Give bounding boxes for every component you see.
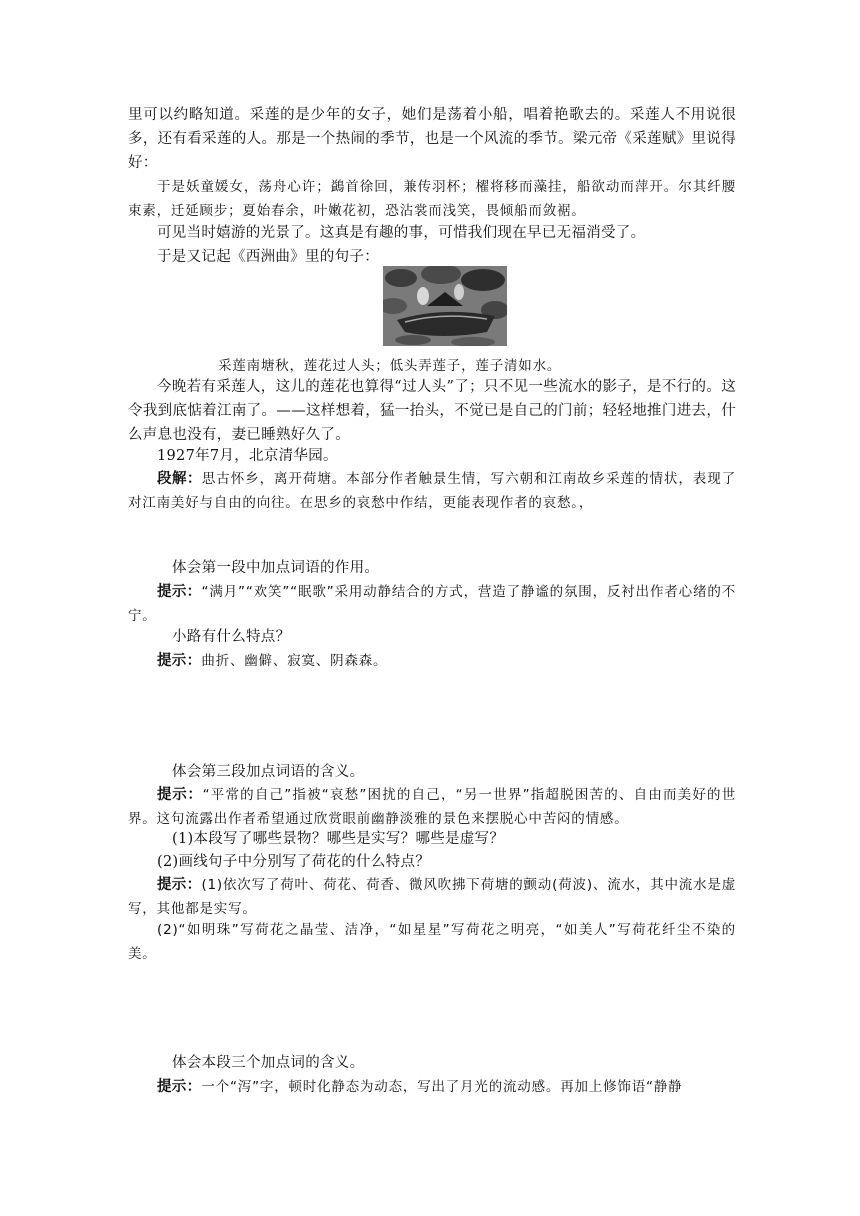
tishi-label: 提示： <box>157 876 202 893</box>
duanjie-label: 段解： <box>157 470 202 487</box>
duanjie-text: 思古怀乡，离开荷塘。本部分作者触景生情，写六朝和江南故乡采莲的情状，表现了对江南美好与自由的向往。在思乡的哀愁中作结，更能表现作者的哀愁。， <box>128 471 736 511</box>
question-3: 体会第三段加点词语的含义。 <box>172 764 365 780</box>
tishi-label: 提示： <box>157 1078 202 1095</box>
answer-3 <box>128 783 736 831</box>
paragraph-xizhouqu-intro: 于是又记起《西洲曲》里的句子： <box>157 249 379 265</box>
answer-3-text: “平常的自己”指被“哀愁”困扰的自己，“另一世界”指超脱困苦的、自由而美好的世界。这句流露出作者希望通过欣赏眼前幽静淡雅的景色来摆脱心中苦闷的情感。 <box>128 787 736 827</box>
question-5: 体会本段三个加点词的含义。 <box>172 1055 365 1071</box>
question-2: 小路有什么特点？ <box>172 629 291 645</box>
answer-5-text: 一个“泻”字，顿时化静态为动态，写出了月光的流动感。再加上修饰语“静静 <box>201 1079 683 1095</box>
answer-2-text: 曲折、幽僻、寂寞、阴森森。 <box>201 653 388 669</box>
paragraph-duanjie <box>128 467 736 515</box>
tishi-label: 提示： <box>157 786 203 803</box>
paragraph-caolian-fu-quote: 于是妖童媛女，荡舟心许；鷁首徐回，兼传羽杯；櫂将移而藻挂，船欲动而萍开。尔其纤腰束素，迁延顾步；夏始春余，叶嫩花初，恐沾裳而浅笑，畏倾船而敛裾。 <box>128 179 736 219</box>
answer-5 <box>128 1075 736 1099</box>
question-4-part-1: (1)本段写了哪些景物？哪些是实写？哪些是虚写？ <box>172 831 505 847</box>
answer-4-part-1 <box>128 873 736 921</box>
paragraph-youxi: 可见当时嬉游的光景了。这真是有趣的事，可惜我们现在早已无福消受了。 <box>157 225 646 241</box>
date-place-line: 1927年7月，北京清华园。 <box>157 448 338 464</box>
poem-xizhouqu: 采莲南塘秋，莲花过人头；低头弄莲子，莲子清如水。 <box>218 358 562 374</box>
tishi-label: 提示： <box>157 583 202 600</box>
answer-4-part-1-text: (1)依次写了荷叶、荷花、荷香、微风吹拂下荷塘的颤动(荷波)、流水，其中流水是虚写，其他都是实写。 <box>128 877 736 917</box>
tishi-label: 提示： <box>157 652 202 669</box>
question-1: 体会第一段中加点词语的作用。 <box>172 560 380 576</box>
paragraph-caolian-intro: 里可以约略知道。采莲的是少年的女子，她们是荡着小船，唱着艳歌去的。采莲人不用说很多，还有看采莲的人。那是一个热闹的季节，也是一个风流的季节。梁元帝《采莲赋》里说得好： <box>128 107 736 171</box>
question-4-part-2: (2)画线句子中分别写了荷花的什么特点？ <box>157 854 431 870</box>
answer-1-text: “满月”“欢笑”“眠歌”采用动静结合的方式，营造了静谧的氛围，反衬出作者心绪的不宁。 <box>128 584 736 624</box>
answer-4-part-2: (2)“如明珠”写荷花之晶莹、洁净，“如星星”写荷花之明亮，“如美人”写荷花纤尘不染的美。 <box>128 922 736 962</box>
answer-2 <box>128 649 736 673</box>
lotus-boat-image <box>383 266 507 346</box>
paragraph-jinwan: 今晚若有采莲人，这儿的莲花也算得“过人头”了；只不见一些流水的影子，是不行的。这令我到底惦着江南了。——这样想着，猛一抬头，不觉已是自己的门前；轻轻地推门进去，什么声息也没有，妻已睡熟好久了。 <box>128 379 736 443</box>
answer-1 <box>128 580 736 628</box>
lotus-boat-illustration <box>383 266 507 346</box>
